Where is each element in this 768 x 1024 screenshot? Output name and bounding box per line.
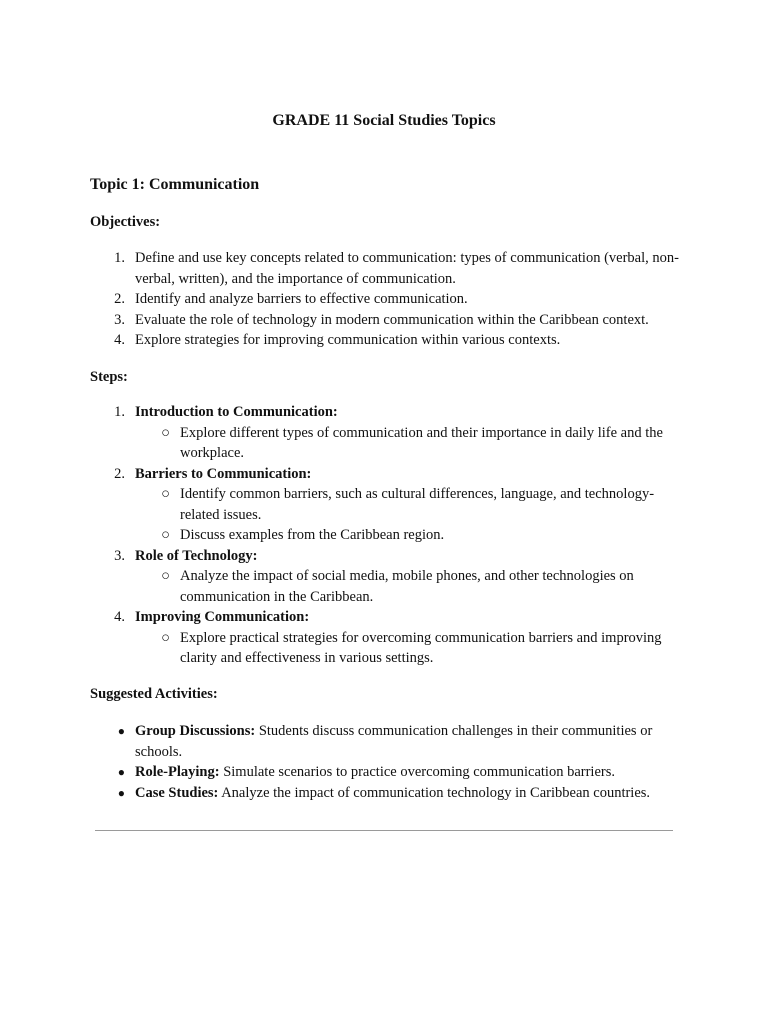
activity-label: Case Studies: [135,784,219,801]
activities-heading: Suggested Activities: [90,686,218,702]
sub-list-item [90,566,680,607]
list-number: 2. [114,465,125,482]
list-item [90,310,680,331]
list-item [90,721,680,762]
bullet-icon: ● [117,724,125,738]
circle-bullet-icon: ○ [161,424,170,441]
activity-text: Analyze the impact of communication technology in Caribbean countries. [218,784,651,801]
sub-item-text: Discuss examples from the Caribbean region. [180,527,445,543]
list-number: 1. [114,404,125,420]
steps-list [90,402,680,669]
list-item-text: Evaluate the role of technology in modern communication within the Caribbean context. [135,311,649,328]
activity-text: Students discuss communication challenges in their communities or schools. [135,723,653,760]
list-item-text: Define and use key concepts related to communication: types of communication (verbal, non-verbal, written), and the importance of communication. [135,250,679,287]
step-label: Barriers to Communication: [135,465,312,482]
list-number: 1. [114,250,125,266]
step-label: Role of Technology: [135,547,258,564]
list-item [90,330,680,351]
document-title: GRADE 11 Social Studies Topics [272,112,496,129]
circle-bullet-icon: ○ [161,486,170,502]
activity-text: Simulate scenarios to practice overcoming communication barriers. [219,764,615,780]
step-label: Introduction to Communication: [135,404,338,420]
list-item [90,783,680,804]
objectives-list [90,248,680,351]
list-number: 4. [114,332,125,348]
sub-item-text: Explore practical strategies for overcoming communication barriers and improving clarity and effectiveness in various settings. [180,629,662,666]
list-number: 3. [114,311,125,328]
steps-heading: Steps: [90,369,128,385]
activity-label: Role-Playing: [135,764,220,780]
sub-list-item [90,628,680,669]
sub-list-item [90,525,680,546]
sub-item-text: Explore different types of communication and their importance in daily life and the workplace. [180,424,663,461]
circle-bullet-icon: ○ [161,527,170,543]
list-item [90,546,680,567]
activity-label: Group Discussions: [135,723,256,739]
circle-bullet-icon: ○ [161,629,170,646]
list-number: 4. [114,609,125,625]
sub-list-item [90,423,680,464]
bullet-icon: ● [117,765,125,779]
list-item [90,402,680,423]
list-number: 3. [114,547,125,564]
sub-list-item [90,484,680,525]
activities-list [90,721,680,803]
list-item [90,464,680,485]
list-item [90,289,680,310]
sub-item-text: Analyze the impact of social media, mobile phones, and other technologies on communication in the Caribbean. [180,568,634,605]
list-item [90,607,680,628]
topic-heading: Topic 1: Communication [90,176,260,193]
circle-bullet-icon: ○ [161,568,170,584]
step-label: Improving Communication: [135,609,310,625]
list-item [90,762,680,783]
list-item [90,248,680,289]
horizontal-divider [95,830,673,831]
objectives-heading: Objectives: [90,214,161,230]
list-item-text: Identify and analyze barriers to effective communication. [135,291,468,307]
bullet-icon: ● [117,785,125,800]
list-number: 2. [114,291,125,307]
sub-item-text: Identify common barriers, such as cultural differences, language, and technology-related issues. [180,486,655,523]
list-item-text: Explore strategies for improving communication within various contexts. [135,332,561,348]
